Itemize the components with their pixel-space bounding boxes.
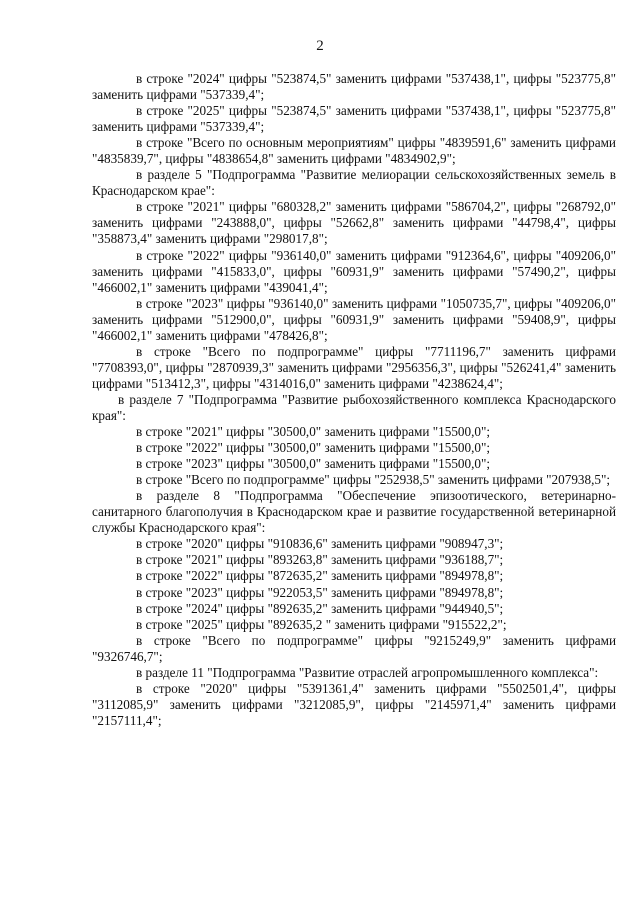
paragraph: в строке "Всего по подпрограмме" цифры "252938,5" заменить цифрами "207938,5"; bbox=[136, 472, 611, 488]
paragraph: в строке "2023" цифры "922053,5" заменить цифрами "894978,8"; bbox=[136, 584, 504, 600]
paragraph: в строке "2020" цифры "910836,6" заменить цифрами "908947,3"; bbox=[136, 536, 504, 552]
paragraph: в строке "2021" цифры "680328,2" заменить цифрами "586704,2", цифры "268792,0" заменить цифрами "243888,0", цифры "52662,8" заменить цифрами "44798,4", цифры "358873,4" заменить цифрами "298017,8"; bbox=[92, 199, 616, 247]
paragraph: в разделе 5 "Подпрограмма "Развитие мелиорации сельскохозяйственных земель в Краснодарском крае": bbox=[92, 167, 616, 199]
paragraph: в строке "2022" цифры "30500,0" заменить цифрами "15500,0"; bbox=[136, 440, 491, 456]
document-body bbox=[92, 71, 616, 729]
paragraph: в строке "2025" цифры "523874,5" заменить цифрами "537438,1", цифры "523775,8" заменить цифрами "537339,4"; bbox=[92, 103, 616, 135]
paragraph: в строке "2021" цифры "893263,8" заменить цифрами "936188,7"; bbox=[136, 552, 504, 568]
paragraph: в строке "2021" цифры "30500,0" заменить цифрами "15500,0"; bbox=[136, 424, 491, 440]
paragraph: в строке "2024" цифры "892635,2" заменить цифрами "944940,5"; bbox=[136, 600, 504, 616]
paragraph: в строке "2024" цифры "523874,5" заменить цифрами "537438,1", цифры "523775,8" заменить цифрами "537339,4"; bbox=[92, 71, 616, 103]
paragraph: в строке "2023" цифры "936140,0" заменить цифрами "1050735,7", цифры "409206,0" заменить цифрами "512900,0", цифры "60931,9" заменить цифрами "59408,9", цифры "466002,1" заменить цифрами "478426,8"; bbox=[92, 295, 616, 343]
paragraph: в строке "2022" цифры "872635,2" заменить цифрами "894978,8"; bbox=[136, 568, 504, 584]
paragraph: в разделе 7 "Подпрограмма "Развитие рыбохозяйственного комплекса Краснодарского края": bbox=[92, 391, 616, 423]
paragraph: в строке "2025" цифры "892635,2 " заменить цифрами "915522,2"; bbox=[136, 616, 507, 632]
paragraph: в строке "Всего по подпрограмме" цифры "9215249,9" заменить цифрами "9326746,7"; bbox=[92, 632, 616, 664]
paragraph: в строке "Всего по основным мероприятиям" цифры "4839591,6" заменить цифрами "4835839,7", цифры "4838654,8" заменить цифрами "4834902,9"; bbox=[92, 135, 616, 167]
paragraph: в разделе 8 "Подпрограмма "Обеспечение эпизоотического, ветеринарно-санитарного благополучия в Краснодарском крае и развитие государственной ветеринарной службы Краснодарского края": bbox=[92, 488, 616, 536]
paragraph: в строке "2022" цифры "936140,0" заменить цифрами "912364,6", цифры "409206,0" заменить цифрами "415833,0", цифры "60931,9" заменить цифрами "57490,2", цифры "466002,1" заменить цифрами "439041,4"; bbox=[92, 247, 616, 295]
page-number: 2 bbox=[316, 38, 324, 54]
paragraph: в строке "Всего по подпрограмме" цифры "7711196,7" заменить цифрами "7708393,0", цифры "2870939,3" заменить цифрами "2956356,3", цифры "526241,4" заменить цифрами "513412,3", цифры "4314016,0" заменить цифрами "4238624,4"; bbox=[92, 343, 616, 391]
paragraph: в разделе 11 "Подпрограмма "Развитие отраслей агропромышленного комплекса": bbox=[136, 664, 599, 680]
paragraph: в строке "2023" цифры "30500,0" заменить цифрами "15500,0"; bbox=[136, 456, 491, 472]
paragraph: в строке "2020" цифры "5391361,4" заменить цифрами "5502501,4", цифры "3112085,9" заменить цифрами "3212085,9", цифры "2145971,4" заменить цифрами "2157111,4"; bbox=[92, 680, 616, 728]
